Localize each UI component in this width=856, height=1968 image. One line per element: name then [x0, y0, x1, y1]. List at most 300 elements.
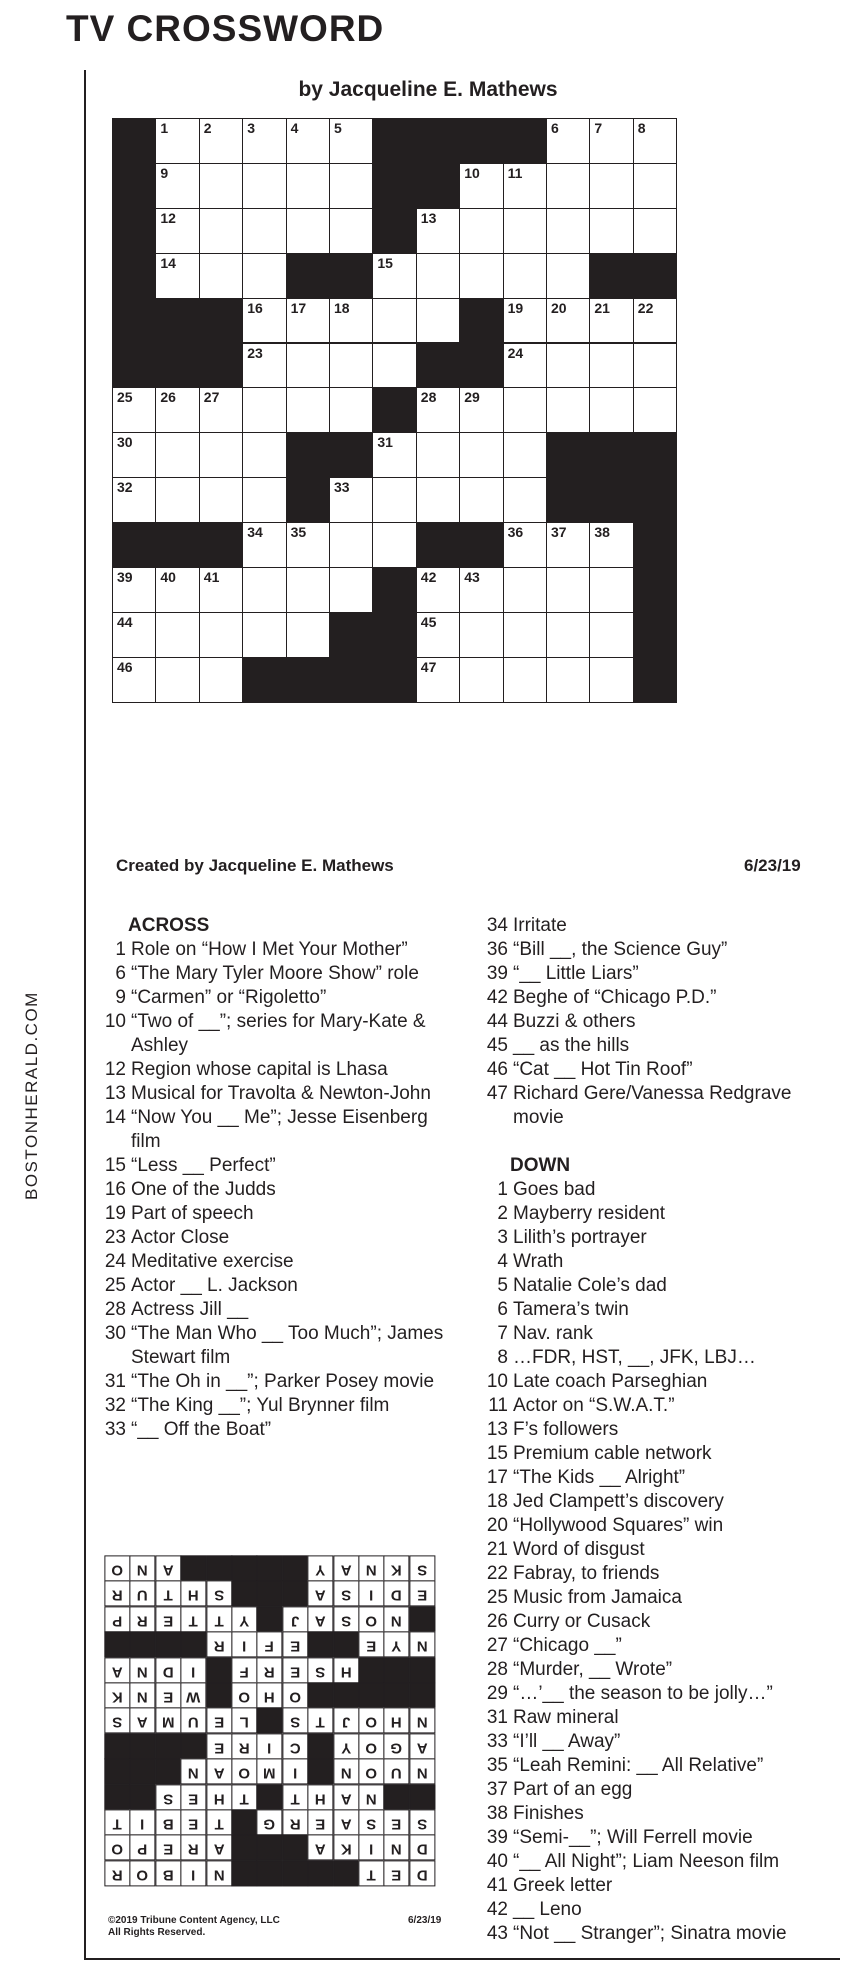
clue-number: 41	[203, 569, 220, 585]
grid-square[interactable]	[242, 567, 286, 613]
grid-square[interactable]	[329, 163, 373, 209]
clue-text: Actress Jill __	[131, 1299, 249, 1320]
grid-square[interactable]	[633, 343, 677, 389]
black-square	[372, 118, 416, 164]
grid-square[interactable]	[589, 657, 633, 703]
grid-square[interactable]	[112, 387, 156, 433]
clue-number: 15	[377, 254, 393, 271]
grid-square[interactable]	[199, 118, 243, 164]
grid-square[interactable]	[372, 298, 416, 344]
black-square	[372, 567, 416, 613]
clue-number: 19	[507, 299, 524, 316]
grid-square[interactable]	[155, 163, 199, 209]
grid-square[interactable]	[459, 387, 503, 433]
grid-square[interactable]	[416, 298, 460, 344]
solution-square: R	[129, 1606, 155, 1632]
clue-number: 47	[420, 658, 437, 675]
clue-number: 3	[247, 120, 255, 136]
puzzle-date: 6/23/19	[744, 856, 801, 875]
solution-square: N	[206, 1860, 232, 1886]
clue-number: 25	[117, 389, 133, 406]
clue-num: 27	[486, 1635, 508, 1656]
grid-square[interactable]	[416, 657, 460, 703]
grid-square[interactable]	[286, 163, 330, 209]
grid-square[interactable]	[416, 567, 460, 613]
clue	[480, 1802, 830, 1826]
solution-black-square	[256, 1606, 282, 1632]
clue-num: 42	[486, 1899, 508, 1920]
clue	[480, 986, 830, 1010]
across-clues-continued	[480, 914, 830, 1130]
solution-square: A	[129, 1707, 155, 1733]
grid-square[interactable]	[286, 387, 330, 433]
grid-square[interactable]	[155, 387, 199, 433]
clue	[98, 1106, 450, 1154]
grid-square[interactable]	[633, 208, 677, 254]
solution-square: S	[333, 1580, 359, 1606]
grid-square[interactable]	[155, 477, 199, 523]
grid-square[interactable]	[155, 612, 199, 658]
grid-square[interactable]	[199, 387, 243, 433]
solution-square: Y	[231, 1606, 257, 1632]
clue-text: “Semi-__”; Will Ferrell movie	[513, 1827, 753, 1848]
clue-text: “Chicago __”	[513, 1635, 622, 1656]
clue-number: 24	[507, 344, 524, 361]
solution-black-square	[358, 1657, 384, 1683]
clue	[480, 1586, 830, 1610]
solution-black-square	[206, 1657, 232, 1683]
clue-text: Beghe of “Chicago P.D.”	[513, 987, 717, 1008]
clue-text: Role on “How I Met Your Mother”	[131, 939, 408, 960]
grid-square[interactable]	[503, 387, 547, 433]
clue-text: Wrath	[513, 1251, 564, 1272]
grid-square[interactable]	[242, 163, 286, 209]
clue-num: 45	[486, 1035, 508, 1056]
clue-num: 38	[486, 1803, 508, 1824]
grid-square[interactable]	[155, 118, 199, 164]
grid-square[interactable]	[589, 163, 633, 209]
solution-black-square	[307, 1631, 333, 1657]
black-square	[503, 118, 547, 164]
solution-square: M	[155, 1707, 181, 1733]
grid-square[interactable]	[286, 343, 330, 389]
grid-square[interactable]	[329, 522, 373, 568]
grid-square[interactable]	[242, 208, 286, 254]
grid-square[interactable]	[242, 118, 286, 164]
grid-square[interactable]	[242, 477, 286, 523]
solution-black-square	[256, 1784, 282, 1810]
clue	[98, 1370, 450, 1394]
clue-text: “__ Off the Boat”	[131, 1419, 272, 1440]
clue-num: 25	[486, 1587, 508, 1608]
solution-square: H	[383, 1707, 409, 1733]
clue	[480, 1082, 830, 1130]
black-square	[416, 522, 460, 568]
solution-square: N	[409, 1707, 435, 1733]
grid-square[interactable]	[372, 522, 416, 568]
clue	[98, 986, 450, 1010]
solution-square: O	[104, 1834, 130, 1860]
solution-square: A	[155, 1555, 181, 1581]
clue-text: Region whose capital is Lhasa	[131, 1059, 388, 1080]
grid-square[interactable]	[286, 298, 330, 344]
down-heading: DOWN	[510, 1155, 571, 1176]
grid-square[interactable]	[286, 118, 330, 164]
clue-num: 42	[486, 987, 508, 1008]
solution-square: W	[180, 1682, 206, 1708]
solution-square: A	[206, 1834, 232, 1860]
clue-num: 6	[497, 1299, 508, 1320]
solution-square: S	[155, 1784, 181, 1810]
grid-square[interactable]	[503, 343, 547, 389]
grid-square[interactable]	[199, 253, 243, 299]
clue	[480, 1370, 830, 1394]
grid-square[interactable]	[155, 657, 199, 703]
clue-number: 9	[160, 164, 169, 181]
grid-square[interactable]	[242, 298, 286, 344]
clue	[480, 1034, 830, 1058]
clue-num: 31	[486, 1707, 508, 1728]
clue-number: 14	[160, 254, 176, 271]
grid-square[interactable]	[589, 387, 633, 433]
solution-square: S	[333, 1606, 359, 1632]
black-square	[633, 253, 677, 299]
clue-num: 14	[104, 1107, 126, 1128]
clue-num: 33	[486, 1731, 508, 1752]
grid-square[interactable]	[459, 477, 503, 523]
grid-square[interactable]	[459, 208, 503, 254]
grid-square[interactable]	[286, 612, 330, 658]
solution-square: N	[383, 1606, 409, 1632]
grid-square[interactable]	[199, 477, 243, 523]
grid-square[interactable]	[329, 477, 373, 523]
grid-square[interactable]	[242, 253, 286, 299]
clue-num: 7	[497, 1323, 508, 1344]
grid-square[interactable]	[286, 567, 330, 613]
clue	[480, 1850, 830, 1874]
solution-square: N	[409, 1758, 435, 1784]
black-square	[329, 657, 373, 703]
grid-square[interactable]	[503, 253, 547, 299]
grid-square[interactable]	[503, 522, 547, 568]
clue-text: Part of speech	[131, 1203, 254, 1224]
grid-square[interactable]	[633, 298, 677, 344]
grid-square[interactable]	[155, 432, 199, 478]
clue-num: 40	[486, 1851, 508, 1872]
grid-square[interactable]	[416, 208, 460, 254]
grid-square[interactable]	[199, 208, 243, 254]
grid-square[interactable]	[503, 567, 547, 613]
clue-text: Actor __ L. Jackson	[131, 1275, 298, 1296]
grid-square[interactable]	[372, 477, 416, 523]
clue	[98, 1274, 450, 1298]
solution-square: P	[129, 1834, 155, 1860]
clue-text: “Murder, __ Wrote”	[513, 1659, 673, 1680]
clue-num: 8	[497, 1347, 508, 1368]
grid-square[interactable]	[112, 432, 156, 478]
grid-square[interactable]	[416, 253, 460, 299]
solution-square: I	[358, 1834, 384, 1860]
solution-square: O	[358, 1606, 384, 1632]
solution-black-square	[383, 1784, 409, 1810]
clue-text: Actor Close	[131, 1227, 230, 1248]
solution-square: A	[333, 1784, 359, 1810]
clue-num: 36	[486, 939, 508, 960]
clue-text: …FDR, HST, __, JFK, LBJ…	[513, 1347, 756, 1368]
grid-square[interactable]	[546, 208, 590, 254]
grid-square[interactable]	[546, 387, 590, 433]
solution-square: O	[231, 1682, 257, 1708]
clue	[480, 1610, 830, 1634]
grid-square[interactable]	[199, 657, 243, 703]
clue-text: Goes bad	[513, 1179, 596, 1200]
solution-square: I	[129, 1809, 155, 1835]
clue	[480, 1826, 830, 1850]
grid-square[interactable]	[155, 253, 199, 299]
grid-square[interactable]	[286, 208, 330, 254]
grid-square[interactable]	[546, 343, 590, 389]
grid-square[interactable]	[503, 657, 547, 703]
black-square	[459, 298, 503, 344]
grid-square[interactable]	[503, 432, 547, 478]
grid-square[interactable]	[589, 522, 633, 568]
black-square	[459, 343, 503, 389]
grid-square[interactable]	[199, 612, 243, 658]
grid-square[interactable]	[372, 343, 416, 389]
clue-num: 21	[486, 1539, 508, 1560]
clue	[98, 1226, 450, 1250]
clue-text: Musical for Travolta & Newton-John	[131, 1083, 431, 1104]
grid-square[interactable]	[416, 387, 460, 433]
grid-square[interactable]	[416, 432, 460, 478]
solution-black-square	[180, 1555, 206, 1581]
black-square	[372, 612, 416, 658]
clue-num: 39	[486, 1827, 508, 1848]
grid-square[interactable]	[329, 208, 373, 254]
solution-square: T	[104, 1809, 130, 1835]
black-square	[459, 118, 503, 164]
clue-number: 1	[160, 120, 169, 136]
across-heading: ACROSS	[128, 915, 210, 936]
solution-black-square	[307, 1682, 333, 1708]
clue-text: “The Kids __ Alright”	[513, 1467, 686, 1488]
black-square	[589, 477, 633, 523]
grid-square[interactable]	[242, 432, 286, 478]
grid-square[interactable]	[329, 343, 373, 389]
clue-number: 28	[420, 389, 437, 406]
grid-square[interactable]	[546, 253, 590, 299]
clue-num: 5	[497, 1275, 508, 1296]
solution-black-square	[256, 1555, 282, 1581]
clue-number: 35	[290, 524, 307, 541]
grid-square[interactable]	[503, 477, 547, 523]
solution-square: F	[231, 1657, 257, 1683]
clue-number: 27	[203, 389, 220, 406]
solution-black-square	[333, 1682, 359, 1708]
solution-black-square	[104, 1733, 130, 1759]
clue-number: 6	[551, 120, 559, 136]
black-square	[155, 522, 199, 568]
black-square	[286, 657, 330, 703]
clue-num: 9	[115, 987, 126, 1008]
black-square	[546, 477, 590, 523]
clue-num: 44	[486, 1011, 508, 1032]
grid-square[interactable]	[589, 567, 633, 613]
grid-square[interactable]	[459, 163, 503, 209]
clue-num: 28	[486, 1659, 508, 1680]
grid-square[interactable]	[546, 657, 590, 703]
solution-square: O	[358, 1707, 384, 1733]
grid-square[interactable]	[459, 432, 503, 478]
grid-square[interactable]	[589, 612, 633, 658]
grid-square[interactable]	[589, 118, 633, 164]
grid-square[interactable]	[416, 612, 460, 658]
grid-square[interactable]	[546, 522, 590, 568]
grid-square[interactable]	[372, 253, 416, 299]
clue-number: 21	[594, 299, 610, 316]
grid-square[interactable]	[372, 432, 416, 478]
grid-square[interactable]	[199, 567, 243, 613]
solution-square: E	[383, 1860, 409, 1886]
grid-square[interactable]	[329, 118, 373, 164]
clue-text: “Less __ Perfect”	[131, 1155, 276, 1176]
grid-square[interactable]	[416, 477, 460, 523]
grid-square[interactable]	[546, 163, 590, 209]
solution-square: S	[206, 1580, 232, 1606]
clue	[480, 1250, 830, 1274]
clue-num: 17	[486, 1467, 508, 1488]
grid-square[interactable]	[633, 118, 677, 164]
clue-num: 13	[104, 1083, 126, 1104]
grid-square[interactable]	[589, 298, 633, 344]
grid-square[interactable]	[112, 612, 156, 658]
grid-square[interactable]	[112, 657, 156, 703]
clue-text: “The Mary Tyler Moore Show” role	[131, 963, 419, 984]
grid-square[interactable]	[589, 208, 633, 254]
black-square	[416, 343, 460, 389]
grid-square[interactable]	[242, 612, 286, 658]
clue-text: “Hollywood Squares” win	[513, 1515, 724, 1536]
clue-num: 24	[104, 1251, 126, 1272]
grid-square[interactable]	[329, 567, 373, 613]
clue-num: 3	[497, 1227, 508, 1248]
black-square	[112, 343, 156, 389]
grid-square[interactable]	[112, 567, 156, 613]
clue-num: 15	[104, 1155, 126, 1176]
grid-square[interactable]	[459, 567, 503, 613]
grid-square[interactable]	[242, 387, 286, 433]
clue-text: __ Leno	[513, 1899, 582, 1920]
clue	[480, 1466, 830, 1490]
solution-black-square	[104, 1784, 130, 1810]
grid-square[interactable]	[633, 387, 677, 433]
solution-square: A	[307, 1606, 333, 1632]
solution-square: E	[155, 1834, 181, 1860]
solution-square: T	[231, 1784, 257, 1810]
solution-square: T	[206, 1809, 232, 1835]
solution-black-square	[104, 1758, 130, 1784]
grid-square[interactable]	[155, 567, 199, 613]
grid-square[interactable]	[459, 253, 503, 299]
clue	[480, 1202, 830, 1226]
grid-square[interactable]	[112, 477, 156, 523]
clue-text: Fabray, to friends	[513, 1563, 660, 1584]
grid-square[interactable]	[546, 567, 590, 613]
clue	[480, 1874, 830, 1898]
black-square	[589, 432, 633, 478]
clue	[480, 1298, 830, 1322]
grid-square[interactable]	[546, 118, 590, 164]
clue-text: Tamera’s twin	[513, 1299, 629, 1320]
clue	[480, 1394, 830, 1418]
clue	[98, 1394, 450, 1418]
grid-square[interactable]	[503, 208, 547, 254]
solution-square: E	[409, 1580, 435, 1606]
solution-square: Y	[333, 1733, 359, 1759]
grid-square[interactable]	[155, 208, 199, 254]
clue-text: Part of an egg	[513, 1779, 633, 1800]
grid-square[interactable]	[546, 298, 590, 344]
clue-num: 35	[486, 1755, 508, 1776]
solution-square: S	[409, 1809, 435, 1835]
grid-square[interactable]	[503, 612, 547, 658]
black-square	[112, 522, 156, 568]
clue	[480, 1010, 830, 1034]
solution-square: I	[231, 1631, 257, 1657]
solution-date: 6/23/19	[408, 1915, 442, 1926]
clue-num: 30	[104, 1323, 126, 1344]
clue	[480, 1538, 830, 1562]
grid-square[interactable]	[589, 343, 633, 389]
solution-square: Y	[307, 1555, 333, 1581]
grid-square[interactable]	[199, 163, 243, 209]
clue-text: “Carmen” or “Rigoletto”	[131, 987, 327, 1008]
grid-square[interactable]	[242, 343, 286, 389]
grid-square[interactable]	[242, 522, 286, 568]
grid-square[interactable]	[459, 657, 503, 703]
clue-num: 20	[486, 1515, 508, 1536]
clue	[480, 1346, 830, 1370]
clue	[98, 1250, 450, 1274]
clue-num: 10	[104, 1011, 126, 1032]
solution-square: Y	[383, 1631, 409, 1657]
clue	[480, 1442, 830, 1466]
solution-square: T	[307, 1707, 333, 1733]
grid-square[interactable]	[633, 163, 677, 209]
grid-square[interactable]	[286, 522, 330, 568]
grid-square[interactable]	[459, 612, 503, 658]
clue-num: 39	[486, 963, 508, 984]
solution-square: N	[333, 1758, 359, 1784]
solution-square: C	[282, 1733, 308, 1759]
grid-square[interactable]	[199, 432, 243, 478]
grid-square[interactable]	[503, 163, 547, 209]
grid-square[interactable]	[546, 612, 590, 658]
clue	[98, 1202, 450, 1226]
clue	[480, 1226, 830, 1250]
clue	[480, 1682, 830, 1706]
grid-square[interactable]	[503, 298, 547, 344]
grid-square[interactable]	[329, 298, 373, 344]
grid-square[interactable]	[329, 387, 373, 433]
clue-text: “Bill __, the Science Guy”	[513, 939, 728, 960]
clue-number: 29	[464, 389, 480, 406]
solution-square: I	[282, 1758, 308, 1784]
solution-square: R	[180, 1834, 206, 1860]
solution-black-square	[383, 1682, 409, 1708]
solution-square: T	[206, 1606, 232, 1632]
clue-num: 46	[486, 1059, 508, 1080]
